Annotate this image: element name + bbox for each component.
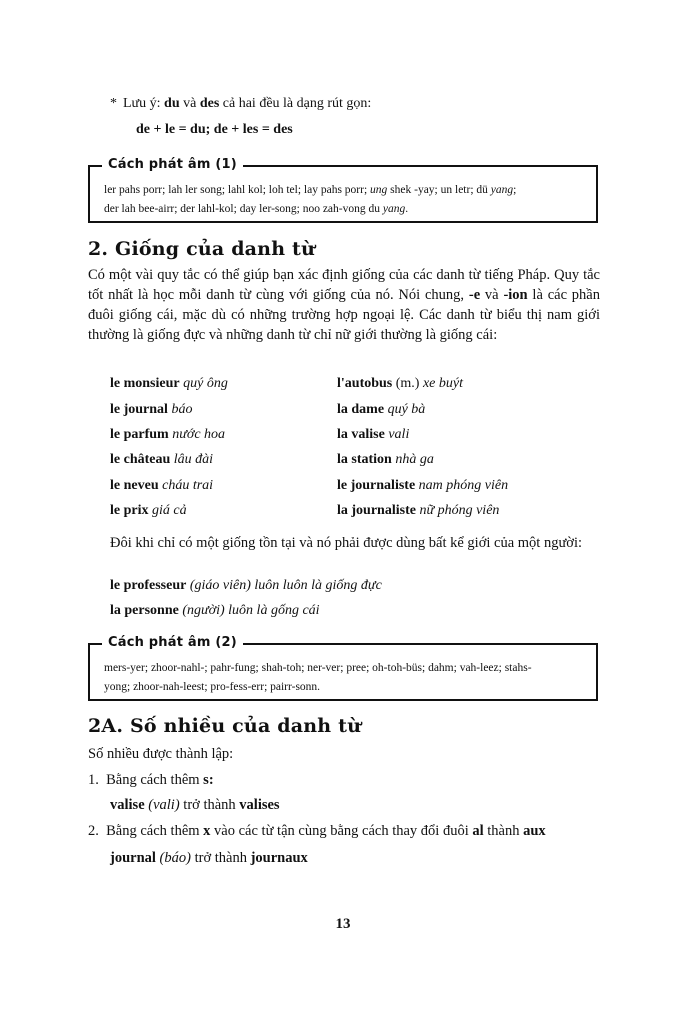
vocab-left-1	[110, 376, 228, 392]
example-2	[110, 603, 320, 619]
pronunciation-box-2-body	[90, 645, 596, 705]
plural-rule-1-text: Bằng cách thêm	[106, 772, 204, 788]
box1-line1	[104, 181, 582, 200]
note-mid: và	[179, 96, 200, 111]
vocab-fr: le neveu	[110, 478, 159, 493]
plural-rule-2	[88, 823, 546, 840]
vocab-vi: nước hoa	[172, 427, 226, 442]
vocab-right-6	[337, 503, 499, 519]
vocab-right-1	[337, 376, 463, 392]
plural-rule-1-s: s:	[203, 772, 214, 788]
section-2-heading: 2. Giống của danh từ	[88, 238, 316, 260]
plural-ex-1-mid: trở thành	[179, 797, 240, 813]
vocab-right-4	[337, 452, 434, 468]
vocab-left-2	[110, 402, 192, 418]
plural-rule-1-num: 1.	[88, 772, 99, 788]
plural-rule-2-a: Bằng cách thêm	[106, 823, 204, 839]
plural-rule-2-c: vào các từ tận cùng bằng cách thay đổi đuôi	[210, 823, 473, 839]
vocab-fr: le monsieur	[110, 376, 180, 391]
one-gender-paragraph	[88, 533, 600, 553]
pronunciation-box-2	[88, 635, 598, 701]
note-line	[110, 96, 371, 112]
vocab-right-3	[337, 427, 409, 443]
vocab-vi: vali	[388, 427, 410, 442]
example-2-vi: (người) luôn là gống cái	[178, 603, 320, 618]
vocab-vi: giá cả	[152, 503, 187, 518]
vocab-extra: (m.)	[392, 376, 423, 391]
section-2a-intro: Số nhiều được thành lập:	[88, 746, 234, 762]
pronunciation-box-1-title: Cách phát âm (1)	[102, 157, 243, 172]
vocab-fr: le journaliste	[337, 478, 416, 493]
section-2-paragraph	[88, 265, 600, 345]
box1-line1-a: ler pahs porr; lah ler song; lahl kol; loh tel; lay pahs porr;	[104, 184, 371, 196]
vocab-vi: quý bà	[387, 402, 426, 417]
box1-line2-a: der lah bee-airr; der lahl-kol; day ler-song; noo zah-vong du	[104, 203, 383, 215]
vocab-left-4	[110, 452, 213, 468]
plural-example-1	[110, 797, 280, 814]
page-number: 13	[335, 916, 351, 932]
plural-ex-2-vi: (báo)	[155, 850, 191, 866]
box2-line1: mers-yer; zhoor-nahl-; pahr-fung; shah-toh; ner-ver; pree; oh-toh-büs; dahm; vah-leez; stahs-	[104, 662, 532, 674]
vocab-fr: le parfum	[110, 427, 169, 442]
suffix-e: -e	[468, 287, 481, 303]
box1-line2-b: .	[405, 203, 409, 215]
plural-rule-2-al: al	[472, 823, 484, 839]
one-gender-text: Đôi khi chỉ có một giống tồn tại và nó phải được dùng bất kể giới của một người:	[110, 535, 583, 551]
vocab-vi: nhà ga	[395, 452, 434, 467]
box1-line1-c: ;	[513, 184, 517, 196]
section-2-text-1: Có một vài quy tắc có thể giúp bạn xác định giống của các danh từ tiếng Pháp. Quy tắc tốt nhất là học mỗi danh từ cùng với giống của nó. Nói chung,	[88, 267, 600, 303]
plural-rule-1	[88, 772, 214, 789]
section-2-text-2: và	[480, 287, 504, 303]
pronunciation-box-2-title: Cách phát âm (2)	[102, 635, 243, 650]
vocab-right-2	[337, 402, 425, 418]
plural-ex-1-word: valise	[110, 797, 145, 813]
example-1-fr: le professeur	[110, 578, 187, 593]
vocab-vi: quý ông	[183, 376, 228, 391]
box1-line2	[104, 200, 582, 219]
vocab-vi: lâu đài	[173, 452, 214, 467]
vocab-fr: l'autobus	[337, 376, 393, 391]
vocab-vi: báo	[171, 402, 193, 417]
vocab-fr: le prix	[110, 503, 149, 518]
note-word-des: des	[199, 96, 220, 111]
vocab-vi: nam phóng viên	[418, 478, 509, 493]
note-rest: cả hai đều là dạng rút gọn:	[219, 96, 372, 111]
plural-ex-2-word: journal	[110, 850, 156, 866]
example-1-vi: (giáo viên) luôn luôn là giống đực	[186, 578, 382, 593]
box1-line1-i1: ung	[370, 184, 388, 196]
vocab-fr: le château	[110, 452, 171, 467]
vocab-vi: xe buýt	[422, 376, 463, 391]
plural-ex-1-result: valises	[239, 797, 280, 813]
vocab-left-6	[110, 503, 187, 519]
vocab-left-3	[110, 427, 225, 443]
vocab-fr: la journaliste	[337, 503, 416, 518]
plural-rule-2-e: thành	[483, 823, 524, 839]
section-2-text-3: là các phần đuôi giống cái, mặc dù có những trường hợp ngoại lệ. Các danh từ biểu thị nam giới thường là giống đực và những danh từ chỉ nữ giới thường là giống cái:	[88, 287, 600, 343]
plural-ex-2-mid: trở thành	[190, 850, 251, 866]
plural-rule-2-x: x	[203, 823, 211, 839]
vocab-left-5	[110, 478, 213, 494]
vocab-fr: la valise	[337, 427, 385, 442]
note-word-du: du	[164, 96, 180, 111]
contraction-formula: de + le = du; de + les = des	[136, 122, 293, 137]
plural-rule-2-num: 2.	[88, 823, 99, 839]
vocab-right-5	[337, 478, 508, 494]
note-star: *	[110, 96, 117, 111]
vocab-fr: le journal	[110, 402, 168, 417]
section-2a-heading: 2A. Số nhiều của danh từ	[88, 715, 362, 737]
vocab-vi: cháu trai	[162, 478, 214, 493]
vocab-fr: la dame	[337, 402, 385, 417]
pronunciation-box-1	[88, 157, 598, 223]
plural-ex-1-vi: (vali)	[144, 797, 180, 813]
box1-line1-i2: yang	[490, 184, 514, 196]
plural-example-2	[110, 850, 308, 867]
note-label: Lưu ý:	[123, 96, 165, 111]
box2-line2: yong; zhoor-nah-leest; pro-fess-err; pairr-sonn.	[104, 681, 321, 693]
plural-ex-2-result: journaux	[250, 850, 308, 866]
box1-line2-i: yang	[382, 203, 406, 215]
vocab-vi: nữ phóng viên	[419, 503, 500, 518]
example-2-fr: la personne	[110, 603, 179, 618]
box1-line1-b: shek -yay; un letr; dü	[387, 184, 491, 196]
suffix-ion: -ion	[503, 287, 528, 303]
plural-rule-2-aux: aux	[523, 823, 546, 839]
example-1	[110, 578, 382, 594]
vocab-fr: la station	[337, 452, 392, 467]
pronunciation-box-1-body	[90, 167, 596, 227]
